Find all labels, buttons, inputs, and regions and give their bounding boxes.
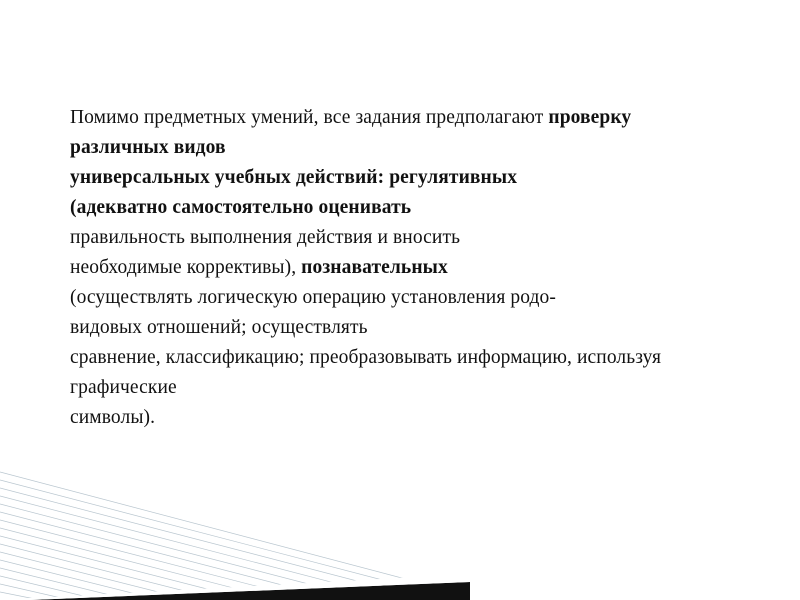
text-line-7: видовых отношений; осуществлять: [70, 317, 368, 338]
text-line-1: [70, 103, 730, 163]
text-line-2: универсальных учебных действий: регулятивных: [70, 167, 518, 188]
slide-body-text: [70, 103, 730, 433]
text-line-5: [70, 253, 730, 283]
text-line-1-normal: Помимо предметных умений, все задания предполагают: [70, 107, 549, 128]
text-line-5-bold: познавательных: [301, 257, 448, 278]
text-line-5-normal: необходимые коррективы),: [70, 257, 302, 278]
text-line-6: (осуществлять логическую операцию установления родо-: [70, 287, 556, 308]
text-line-4: правильность выполнения действия и вносить: [70, 227, 461, 248]
text-line-1-bold: проверку различных видов: [70, 107, 632, 158]
text-line-3: (адекватно самостоятельно оценивать: [70, 197, 412, 218]
text-line-8: сравнение, классификацию; преобразовывать информацию, используя графические: [70, 347, 662, 398]
corner-decoration-graphic: [0, 470, 470, 600]
text-line-9: символы).: [70, 407, 156, 428]
